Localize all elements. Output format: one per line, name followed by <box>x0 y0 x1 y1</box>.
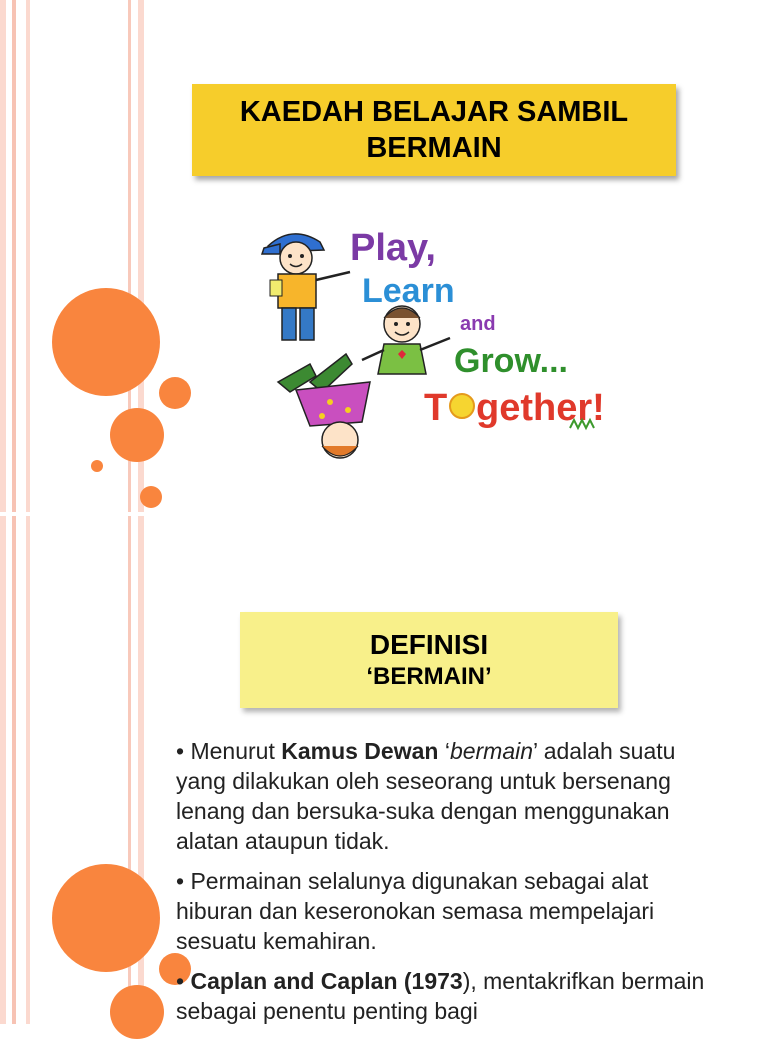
sun-icon <box>450 394 474 418</box>
girl-figure <box>362 306 450 374</box>
paragraph-kamus-dewan <box>176 736 716 856</box>
bullet: • <box>176 738 191 764</box>
term-italic: bermain <box>449 738 534 764</box>
title-box <box>192 84 676 176</box>
definition-body <box>176 736 716 1036</box>
text-run: ), mentakrifkan bermain sebagai penentu penting bagi <box>176 968 705 1024</box>
boy-figure <box>262 234 350 340</box>
art-word-learn: Learn <box>362 272 455 310</box>
paragraph-caplan <box>176 966 716 1026</box>
definition-term: ‘BERMAIN’ <box>366 663 492 690</box>
play-learn-grow-illustration <box>250 214 670 470</box>
paragraph-permainan: • Permainan selalunya digunakan sebagai alat hiburan dan keseronokan semasa mempelajari sesuatu kemahiran. <box>176 868 655 954</box>
art-word-grow: Grow... <box>454 342 568 380</box>
text-run: ‘ <box>438 738 450 764</box>
page-title: KAEDAH BELAJAR SAMBIL BERMAIN <box>239 96 629 164</box>
decor-dot-small <box>140 486 162 508</box>
decor-dot-tiny <box>91 460 103 472</box>
source-name: Kamus Dewan <box>281 738 439 764</box>
definition-heading: DEFINISI <box>369 629 489 660</box>
decor-dot-large <box>52 864 160 972</box>
decor-dot-small <box>159 377 191 409</box>
text-run: ’ adalah suatu yang dilakukan oleh seseorang untuk bersenang lenang dan bersuka-suka dengan menggunakan alatan ataupun tidak. <box>176 738 676 854</box>
art-word-together-end: gether! <box>476 387 605 429</box>
definition-box <box>240 612 618 708</box>
art-word-together-start: T <box>424 387 448 429</box>
upside-down-kid-figure <box>278 354 370 458</box>
slide-divider <box>0 512 768 516</box>
decor-dot-medium <box>110 408 164 462</box>
decor-dot-large <box>52 288 160 396</box>
art-word-and: and <box>460 313 496 335</box>
text-run: Menurut <box>190 738 282 764</box>
bullet: • <box>176 968 191 994</box>
art-word-play: Play, <box>350 227 436 269</box>
citation: Caplan and Caplan (1973 <box>190 968 463 994</box>
decor-dot-medium <box>110 985 164 1039</box>
